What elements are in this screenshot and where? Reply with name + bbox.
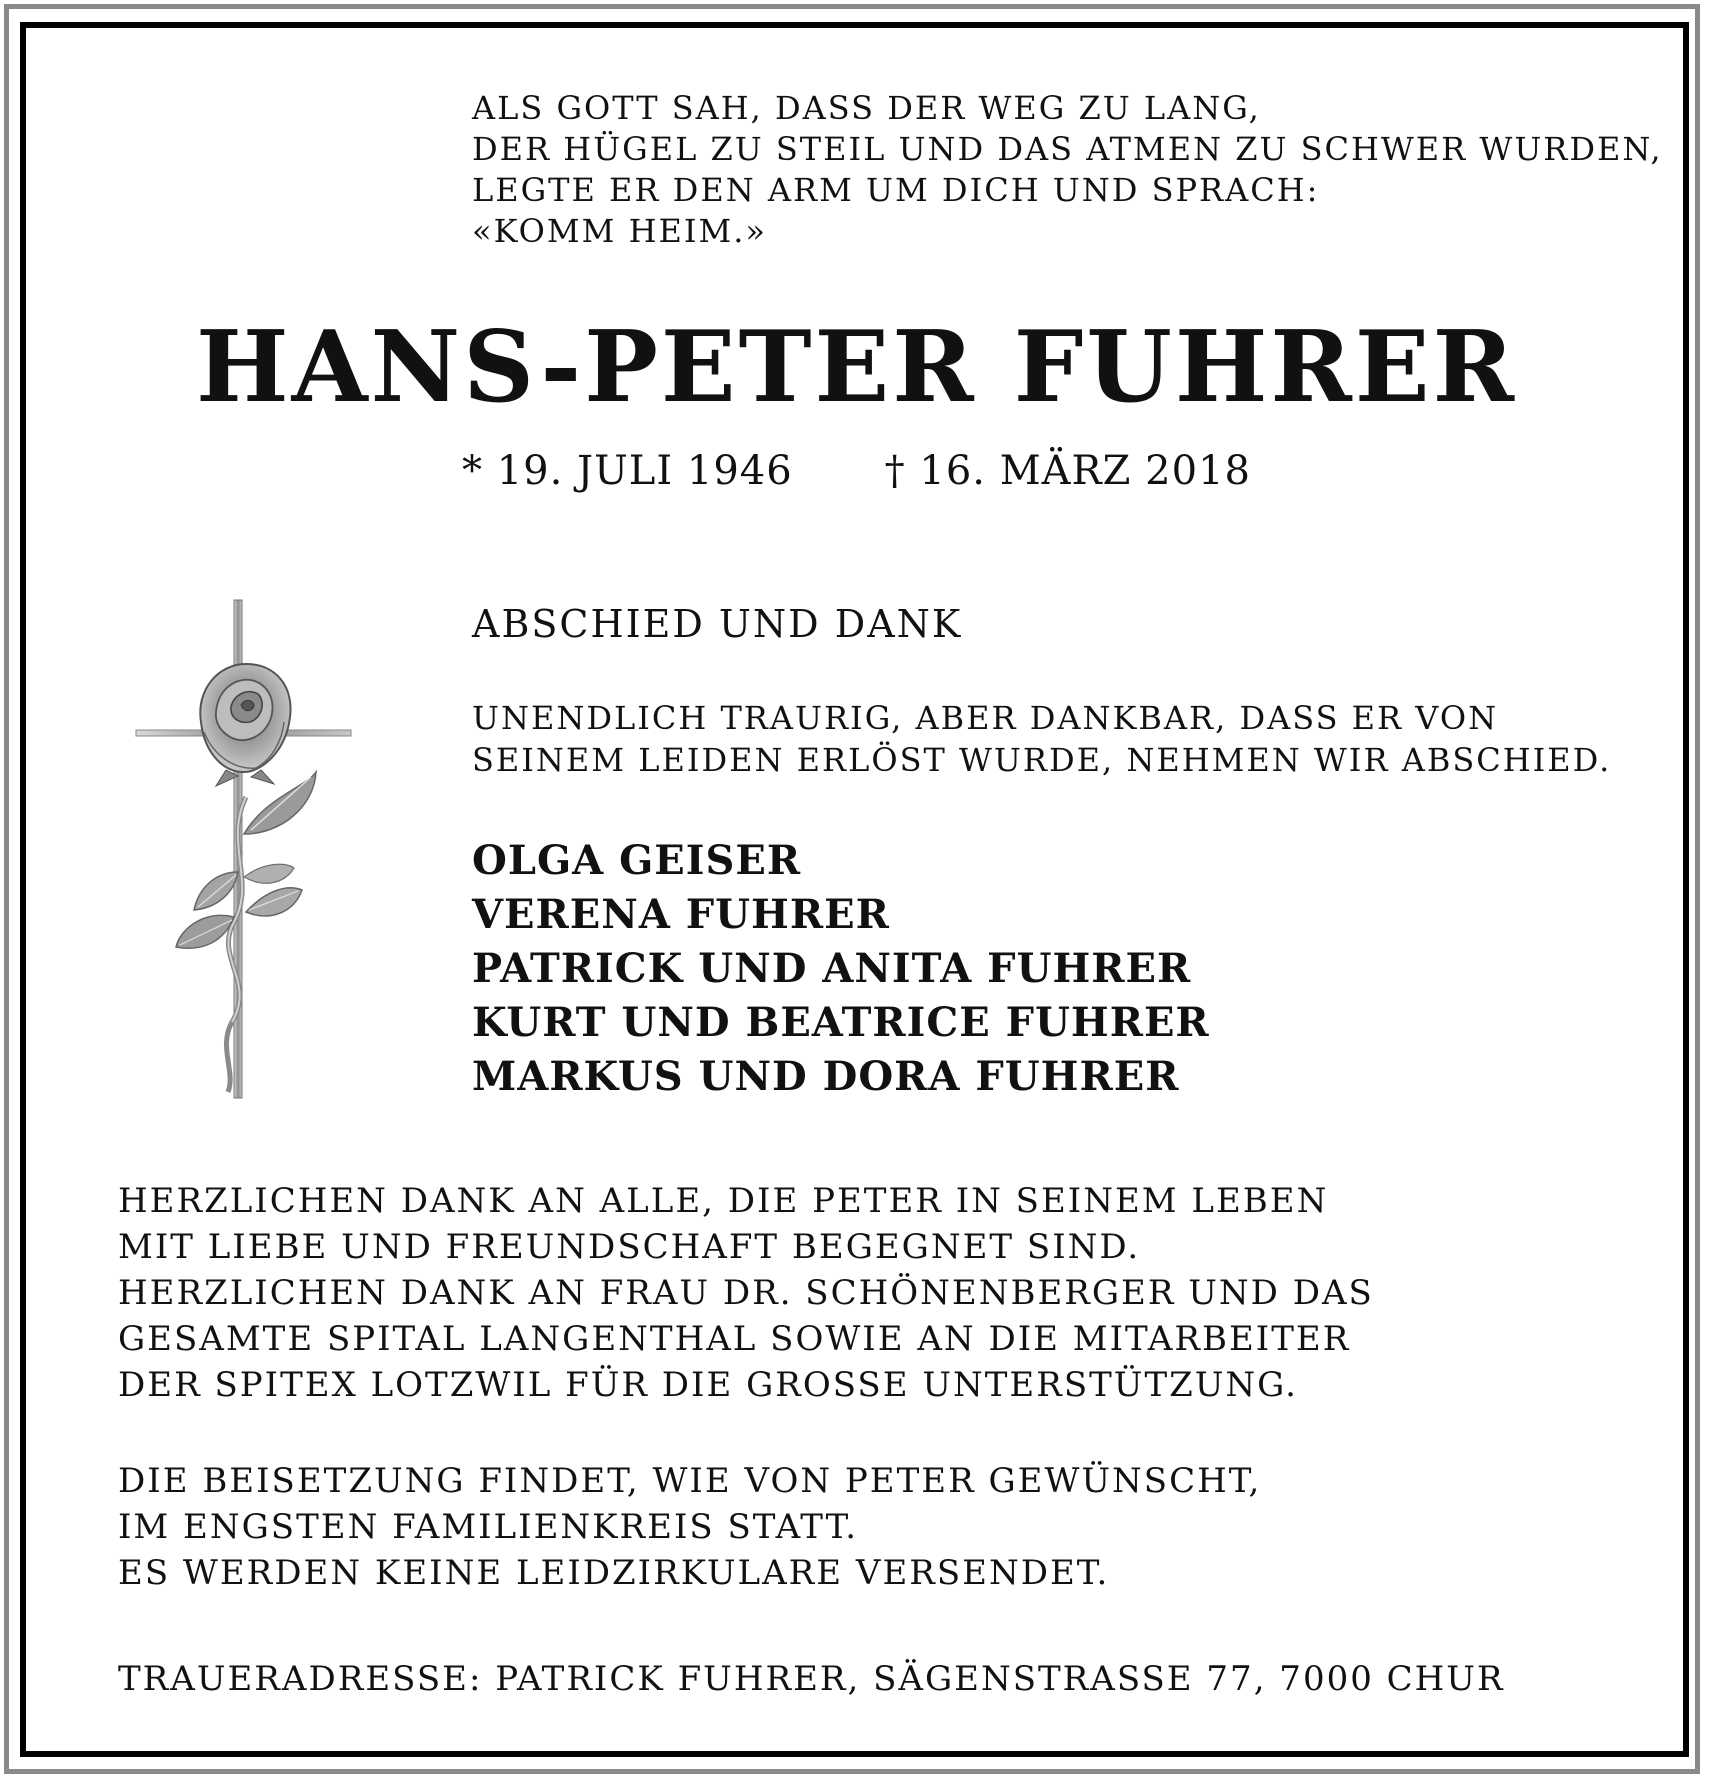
funeral-line: DIE BEISETZUNG FINDET, WIE VON PETER GEWÜNSCHT, — [118, 1461, 1262, 1501]
funeral-line: IM ENGSTEN FAMILIENKREIS STATT. — [118, 1507, 859, 1547]
thanks-line: GESAMTE SPITAL LANGENTHAL SOWIE AN DIE MITARBEITER — [118, 1319, 1351, 1359]
family-member: KURT UND BEATRICE FUHRER — [472, 999, 1210, 1046]
farewell-title: ABSCHIED UND DANK — [472, 602, 963, 646]
mourning-address: TRAUERADRESSE: PATRICK FUHRER, SÄGENSTRASSE 77, 7000 CHUR — [118, 1659, 1505, 1699]
thanks-line: HERZLICHEN DANK AN ALLE, DIE PETER IN SEINEM LEBEN — [118, 1181, 1329, 1221]
motto-line: LEGTE ER DEN ARM UM DICH UND SPRACH: — [472, 171, 1320, 209]
funeral-paragraph — [118, 1458, 1261, 1596]
family-member: OLGA GEISER — [472, 837, 802, 884]
family-list — [472, 834, 1210, 1104]
thanks-line: MIT LIEBE UND FREUNDSCHAFT BEGEGNET SIND. — [118, 1227, 1141, 1267]
farewell-line: SEINEM LEIDEN ERLÖST WURDE, NEHMEN WIR ABSCHIED. — [472, 741, 1612, 779]
cross-rose-icon — [106, 572, 366, 1112]
farewell-text — [472, 697, 1611, 781]
thanks-line: DER SPITEX LOTZWIL FÜR DIE GROSSE UNTERSTÜTZUNG. — [118, 1365, 1298, 1405]
thanks-line: HERZLICHEN DANK AN FRAU DR. SCHÖNENBERGER UND DAS — [118, 1273, 1374, 1313]
thanks-paragraph — [118, 1178, 1374, 1408]
death-date: † 16. MÄRZ 2018 — [884, 448, 1251, 494]
motto-line: DER HÜGEL ZU STEIL UND DAS ATMEN ZU SCHWER WURDEN, — [472, 130, 1663, 168]
family-member: PATRICK UND ANITA FUHRER — [472, 945, 1192, 992]
birth-date: * 19. JULI 1946 — [462, 448, 793, 494]
motto-line: ALS GOTT SAH, DASS DER WEG ZU LANG, — [472, 89, 1261, 127]
deceased-name: HANS-PETER FUHRER — [195, 310, 1518, 425]
family-member: VERENA FUHRER — [472, 891, 890, 938]
farewell-line: UNENDLICH TRAURIG, ABER DANKBAR, DASS ER VON — [472, 699, 1499, 737]
life-dates — [0, 446, 1713, 496]
motto-verse — [472, 88, 1663, 252]
motto-line: «KOMM HEIM.» — [472, 212, 767, 250]
family-member: MARKUS UND DORA FUHRER — [472, 1053, 1180, 1100]
funeral-line: ES WERDEN KEINE LEIDZIRKULARE VERSENDET. — [118, 1553, 1110, 1593]
